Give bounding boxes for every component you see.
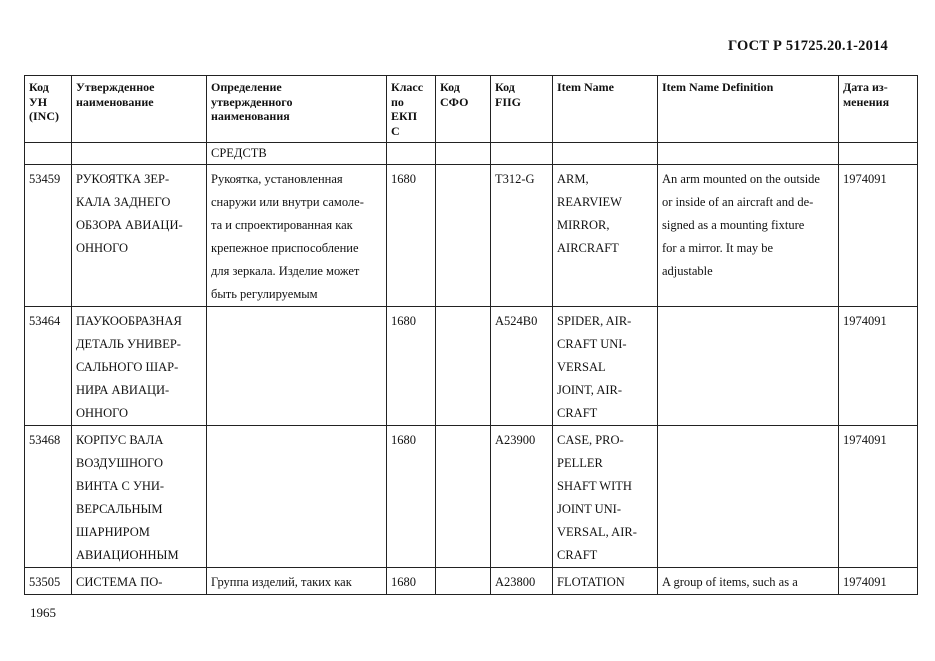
cell-item-name: SPIDER, AIR- CRAFT UNI- VERSAL JOINT, AIR- CRAFT <box>553 307 658 426</box>
cell-item-name: FLOTATION <box>553 568 658 595</box>
cell-date: 1974091 <box>839 426 918 568</box>
cell-fiig: A23800 <box>491 568 553 595</box>
header-change-date: Дата из- менения <box>839 76 918 143</box>
cell-item-definition <box>658 307 839 426</box>
cell-sfo-code <box>436 568 491 595</box>
cell-ekp-class: 1680 <box>387 568 436 595</box>
cell-name: КОРПУС ВАЛА ВОЗДУШНОГО ВИНТА С УНИ- ВЕРСАЛЬНЫМ ШАРНИРОМ АВИАЦИОННЫМ <box>72 426 207 568</box>
cell-item-definition <box>658 143 839 165</box>
table-row <box>25 165 918 307</box>
table-row <box>25 426 918 568</box>
cell-inc: 53464 <box>25 307 72 426</box>
header-item-name: Item Name <box>553 76 658 143</box>
cell-name: РУКОЯТКА ЗЕР- КАЛА ЗАДНЕГО ОБЗОРА АВИАЦИ- ОННОГО <box>72 165 207 307</box>
header-item-name-definition: Item Name Definition <box>658 76 839 143</box>
cell-fiig: A23900 <box>491 426 553 568</box>
cell-inc <box>25 143 72 165</box>
page-number: 1965 <box>30 605 56 620</box>
cell-definition <box>207 426 387 568</box>
header-sfo-code: Код СФО <box>436 76 491 143</box>
cell-item-definition <box>658 426 839 568</box>
cell-date: 1974091 <box>839 568 918 595</box>
cell-ekp-class <box>387 143 436 165</box>
cell-fiig: T312-G <box>491 165 553 307</box>
cell-definition: Рукоятка, установленная снаружи или внутри самоле- та и спроектированная как крепежное приспособление для зеркала. Изделие может быть регулируемым <box>207 165 387 307</box>
cell-fiig <box>491 143 553 165</box>
cell-date <box>839 143 918 165</box>
cell-name <box>72 143 207 165</box>
cell-sfo-code <box>436 165 491 307</box>
cell-inc: 53459 <box>25 165 72 307</box>
cell-sfo-code <box>436 307 491 426</box>
header-inc: Код УН (INC) <box>25 76 72 143</box>
cell-name: ПАУКООБРАЗНАЯ ДЕТАЛЬ УНИВЕР- САЛЬНОГО ШАР- НИРА АВИАЦИ- ОННОГО <box>72 307 207 426</box>
cell-item-definition: A group of items, such as a <box>658 568 839 595</box>
cell-name: СИСТЕМА ПО- <box>72 568 207 595</box>
header-fiig-code: Код FIIG <box>491 76 553 143</box>
cell-definition <box>207 307 387 426</box>
header-definition: Определение утвержденного наименования <box>207 76 387 143</box>
table-header-row <box>25 76 918 143</box>
cell-ekp-class: 1680 <box>387 307 436 426</box>
cell-sfo-code <box>436 426 491 568</box>
cell-fiig: A524B0 <box>491 307 553 426</box>
cell-ekp-class: 1680 <box>387 426 436 568</box>
header-ekp-class: Класс по ЕКП С <box>387 76 436 143</box>
cell-inc: 53468 <box>25 426 72 568</box>
cell-sfo-code <box>436 143 491 165</box>
cell-item-definition: An arm mounted on the outside or inside of an aircraft and de- signed as a mounting fixture for a mirror. It may be adjustable <box>658 165 839 307</box>
table-row-continuation <box>25 143 918 165</box>
cell-inc: 53505 <box>25 568 72 595</box>
document-standard-number: ГОСТ Р 51725.20.1-2014 <box>727 38 888 54</box>
cell-date: 1974091 <box>839 165 918 307</box>
table-row <box>25 568 918 595</box>
classification-table <box>24 75 918 595</box>
cell-ekp-class: 1680 <box>387 165 436 307</box>
cell-definition: Группа изделий, таких как <box>207 568 387 595</box>
table-row <box>25 307 918 426</box>
cell-item-name <box>553 143 658 165</box>
cell-item-name: CASE, PRO- PELLER SHAFT WITH JOINT UNI- VERSAL, AIR- CRAFT <box>553 426 658 568</box>
header-approved-name: Утвержденное наименование <box>72 76 207 143</box>
cell-date: 1974091 <box>839 307 918 426</box>
cell-definition: СРЕДСТВ <box>207 143 387 165</box>
cell-item-name: ARM, REARVIEW MIRROR, AIRCRAFT <box>553 165 658 307</box>
